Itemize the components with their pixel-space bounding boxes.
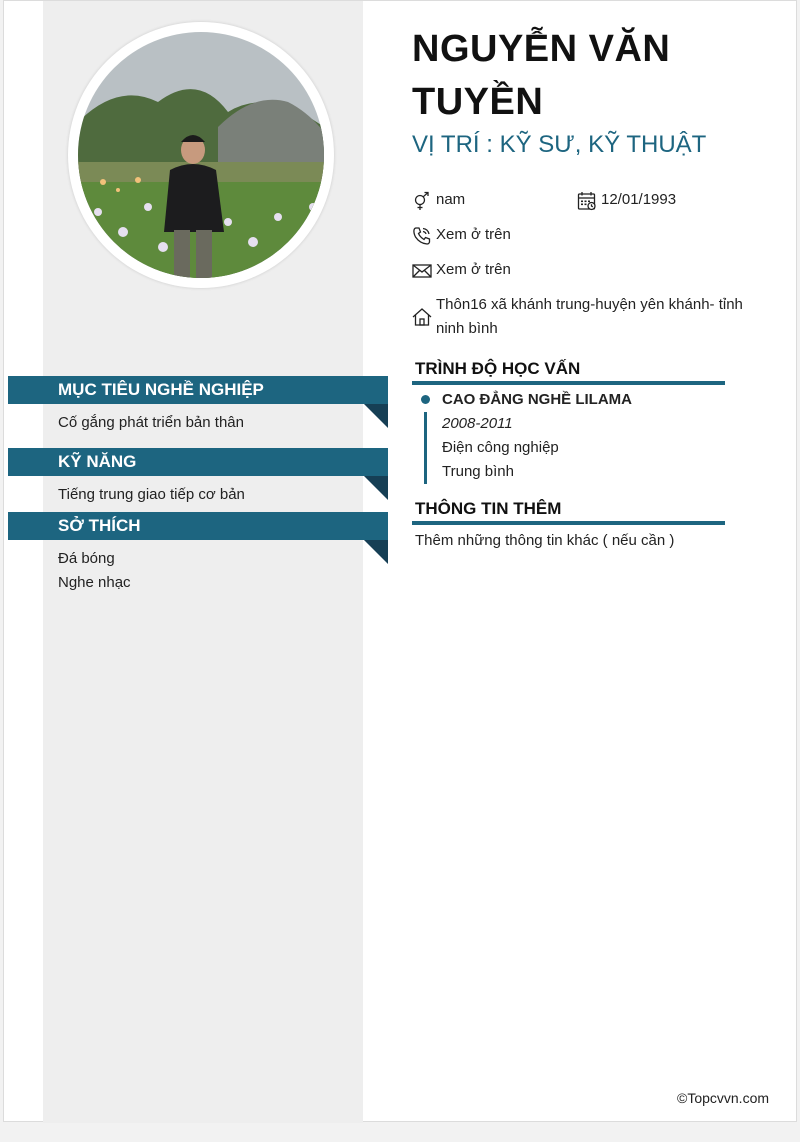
phone-text: Xem ở trên bbox=[436, 226, 511, 243]
education-years: 2008-2011 bbox=[442, 415, 513, 432]
skills-ribbon-fold bbox=[364, 476, 388, 500]
address-row bbox=[412, 293, 772, 341]
additional-text: Thêm những thông tin khác ( nếu cần ) bbox=[415, 532, 675, 549]
birthday-text: 12/01/1993 bbox=[601, 191, 677, 208]
objective-ribbon-fold bbox=[364, 404, 388, 428]
gender-text: nam bbox=[436, 191, 466, 208]
email-row bbox=[412, 258, 752, 282]
education-header: TRÌNH ĐỘ HỌC VẤN bbox=[412, 357, 725, 385]
education-major: Điện công nghiệp bbox=[442, 439, 559, 456]
additional-header: THÔNG TIN THÊM bbox=[412, 497, 725, 525]
address-text: Thôn16 xã khánh trung-huyện yên khánh- tỉnh ninh bình bbox=[436, 296, 743, 337]
gender-row bbox=[412, 188, 562, 212]
education-school: CAO ĐẲNG NGHỀ LILAMA bbox=[442, 391, 632, 408]
full-name: NGUYỄN VĂN TUYỀN bbox=[412, 28, 671, 123]
objective-text: Cố gắng phát triển bản thân bbox=[58, 414, 244, 431]
skills-item: Tiếng trung giao tiếp cơ bản bbox=[58, 486, 245, 503]
avatar bbox=[78, 32, 324, 278]
hobbies-ribbon-fold bbox=[364, 540, 388, 564]
education-grade: Trung bình bbox=[442, 463, 514, 480]
cv-page bbox=[3, 0, 797, 1122]
email-text: Xem ở trên bbox=[436, 261, 511, 278]
birthday-row bbox=[577, 188, 757, 212]
hobbies-header: SỞ THÍCH bbox=[8, 512, 388, 540]
hobbies-item: Nghe nhạc bbox=[58, 574, 131, 591]
phone-row bbox=[412, 223, 752, 247]
skills-header: KỸ NĂNG bbox=[8, 448, 388, 476]
mail-icon bbox=[412, 261, 432, 281]
job-position: VỊ TRÍ : KỸ SƯ, KỸ THUẬT bbox=[412, 131, 707, 158]
footer-copyright[interactable]: ©Topcvvn.com bbox=[677, 1090, 770, 1106]
objective-header: MỤC TIÊU NGHỀ NGHIỆP bbox=[8, 376, 388, 404]
hobbies-item: Đá bóng bbox=[58, 550, 115, 567]
gender-icon bbox=[412, 191, 432, 211]
phone-icon bbox=[412, 226, 432, 246]
timeline-line bbox=[424, 412, 427, 484]
timeline-dot bbox=[421, 395, 430, 404]
home-icon bbox=[412, 307, 432, 327]
calendar-icon bbox=[577, 191, 597, 211]
